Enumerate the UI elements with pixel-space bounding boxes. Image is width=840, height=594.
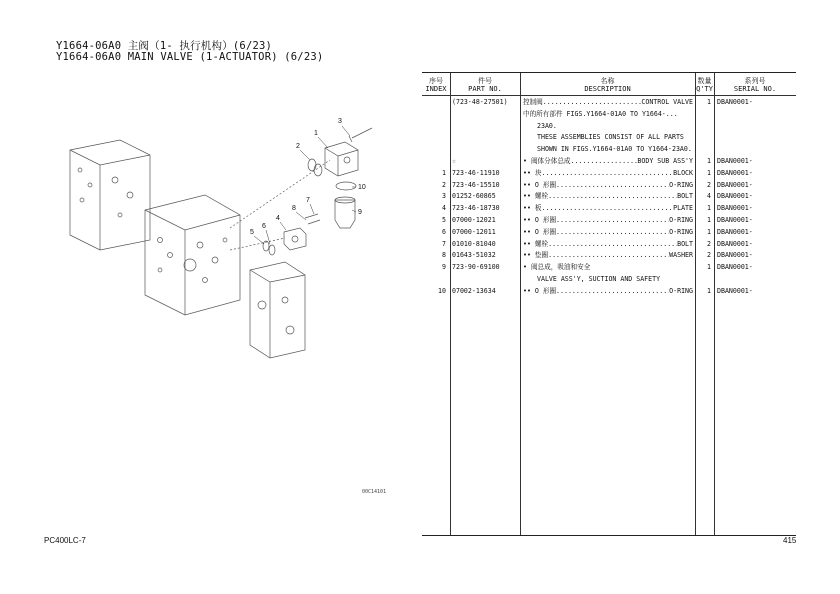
header-part-cn: 件号 <box>478 77 492 85</box>
exploded-view-drawing <box>0 90 420 490</box>
row-description-en: O-RING <box>669 227 693 236</box>
row-description-en: O-RING <box>669 180 693 189</box>
row-serial-number: DBAN0001- <box>717 239 753 248</box>
row-serial-number: DBAN0001- <box>717 204 753 213</box>
page-title-en: Y1664-06A0 MAIN VALVE (1-ACTUATOR) (6/23) <box>56 51 324 63</box>
row-description <box>523 169 693 178</box>
row-description <box>523 157 693 166</box>
row-part-number: 723-46-15510 <box>452 180 500 189</box>
row-index: 4 <box>442 204 446 213</box>
row-description-cn: • 阀总成，吸油和安全 <box>523 263 591 272</box>
row-description-cn: •• 块 <box>523 168 542 177</box>
row-quantity: 2 <box>707 251 711 260</box>
header-qty-cn: 数量 <box>697 77 712 85</box>
row-description <box>523 240 693 249</box>
row-description-cn: •• 螺栓 <box>523 239 549 248</box>
callout-4: 4 <box>276 215 280 222</box>
row-description-cn: •• O 形圈 <box>523 227 557 236</box>
row-description-cn: •• O 形圈 <box>523 216 557 224</box>
row-description-cn: •• 板 <box>523 204 542 213</box>
callout-2: 2 <box>296 143 300 150</box>
row-part-number: (723-48-27501) <box>452 98 508 106</box>
row-description <box>523 98 693 107</box>
row-serial-number: DBAN0001- <box>717 227 753 236</box>
row-part-number: ☆ <box>452 157 456 165</box>
callout-5: 5 <box>250 229 254 236</box>
header-desc-en: DESCRIPTION <box>584 85 631 93</box>
row-quantity: 1 <box>707 157 711 165</box>
row-description-en: WASHER <box>669 251 693 260</box>
row-index: 3 <box>442 192 446 201</box>
row-part-number: 01010-81040 <box>452 239 496 248</box>
row-index: 5 <box>442 216 446 224</box>
row-description <box>523 275 693 284</box>
row-description-en: 23A0. <box>537 121 557 130</box>
row-description <box>523 216 693 225</box>
row-index: 8 <box>442 251 446 260</box>
row-description-en: BOLT <box>677 192 693 201</box>
row-part-number: 723-46-11910 <box>452 168 500 177</box>
row-part-number: 01252-60865 <box>452 192 496 201</box>
row-description <box>523 122 693 131</box>
row-description-cn: 控制阀 <box>523 98 543 106</box>
row-index: 2 <box>442 180 446 189</box>
row-quantity: 1 <box>707 216 711 224</box>
valve-body-rear <box>70 140 150 250</box>
row-index: 10 <box>438 286 446 295</box>
row-description-en: PLATE <box>673 204 693 213</box>
callout-9: 9 <box>358 209 362 216</box>
row-description <box>523 110 693 119</box>
row-serial-number: DBAN0001- <box>717 180 753 189</box>
row-description-en: BOLT <box>677 239 693 248</box>
row-quantity: 1 <box>707 168 711 177</box>
parts-table <box>422 72 796 536</box>
callout-3: 3 <box>338 118 342 125</box>
row-quantity: 1 <box>707 204 711 213</box>
callout-10: 10 <box>358 184 366 191</box>
row-description-en: THESE ASSEMBLIES CONSIST OF ALL PARTS <box>537 133 684 142</box>
row-index: 7 <box>442 239 446 248</box>
row-description-en: O-RING <box>669 216 693 224</box>
row-quantity: 1 <box>707 263 711 272</box>
row-description-cn: •• O 形圈 <box>523 286 557 295</box>
valve-body-main <box>145 195 240 315</box>
row-quantity: 1 <box>707 227 711 236</box>
row-description-cn: • 阀体分体总成 <box>523 157 571 165</box>
row-serial-number: DBAN0001- <box>717 157 753 165</box>
row-part-number: 07000-12021 <box>452 216 496 224</box>
row-description <box>523 133 693 142</box>
row-description-cn: •• 垫圈 <box>523 251 549 260</box>
row-quantity: 1 <box>707 98 711 106</box>
header-index-en: INDEX <box>425 85 447 93</box>
row-serial-number: DBAN0001- <box>717 286 753 295</box>
row-index: 1 <box>442 168 446 177</box>
row-description <box>523 287 693 296</box>
row-description-en: CONTROL VALVE <box>641 98 693 106</box>
row-part-number: 723-46-18730 <box>452 204 500 213</box>
callout-7: 7 <box>306 197 310 204</box>
footer-page-number: 415 <box>783 536 797 545</box>
row-description-cn: 中的所有部件 FIGS.Y1664-01A0 TO Y1664-... <box>523 109 678 118</box>
callout-8: 8 <box>292 205 296 212</box>
row-part-number: 01643-51032 <box>452 251 496 260</box>
row-description-en: SHOWN IN FIGS.Y1664-01A0 TO Y1664-23A0. <box>537 145 692 154</box>
page-title-cn: Y1664-06A0 主阀（1- 执行机构）(6/23) <box>56 40 273 52</box>
row-description-en: BODY SUB ASS'Y <box>637 157 693 165</box>
footer-model: PC400LC-7 <box>44 536 86 545</box>
row-description <box>523 251 693 260</box>
row-description <box>523 181 693 190</box>
row-description-cn: •• O 形圈 <box>523 180 557 189</box>
row-description-en: BLOCK <box>673 168 693 177</box>
row-serial-number: DBAN0001- <box>717 168 753 177</box>
header-index-cn: 序号 <box>429 77 443 85</box>
callout-6: 6 <box>262 223 266 230</box>
row-description-cn: •• 螺栓 <box>523 192 549 201</box>
row-quantity: 4 <box>707 192 711 201</box>
row-description <box>523 204 693 213</box>
row-description <box>523 228 693 237</box>
row-part-number: 07002-13634 <box>452 286 496 295</box>
header-desc-cn: 名称 <box>600 77 615 85</box>
row-serial-number: DBAN0001- <box>717 263 753 272</box>
row-index: 6 <box>442 227 446 236</box>
header-part-en: PART NO. <box>468 85 502 93</box>
row-serial-number: DBAN0001- <box>717 251 753 260</box>
row-quantity: 2 <box>707 239 711 248</box>
row-index: 9 <box>442 263 446 272</box>
row-quantity: 2 <box>707 180 711 189</box>
row-description <box>523 145 693 154</box>
row-part-number: 723-90-69100 <box>452 263 500 272</box>
row-serial-number: DBAN0001- <box>717 192 753 201</box>
header-serial-cn: 系列号 <box>744 77 766 85</box>
valve-section-lower <box>250 262 305 358</box>
row-description <box>523 263 693 272</box>
header-qty-en: Q'TY <box>696 85 713 93</box>
row-serial-number: DBAN0001- <box>717 98 753 106</box>
block-part <box>325 142 358 176</box>
header-serial-en: SERIAL NO. <box>733 85 777 93</box>
row-description <box>523 192 693 201</box>
row-serial-number: DBAN0001- <box>717 216 753 224</box>
row-part-number: 07000-12011 <box>452 227 496 236</box>
row-description-en: VALVE ASS'Y, SUCTION AND SAFETY <box>537 275 661 283</box>
callout-1: 1 <box>314 130 318 137</box>
row-quantity: 1 <box>707 286 711 295</box>
drawing-code: 00C14101 <box>362 489 387 495</box>
row-description-en: O-RING <box>669 286 693 295</box>
